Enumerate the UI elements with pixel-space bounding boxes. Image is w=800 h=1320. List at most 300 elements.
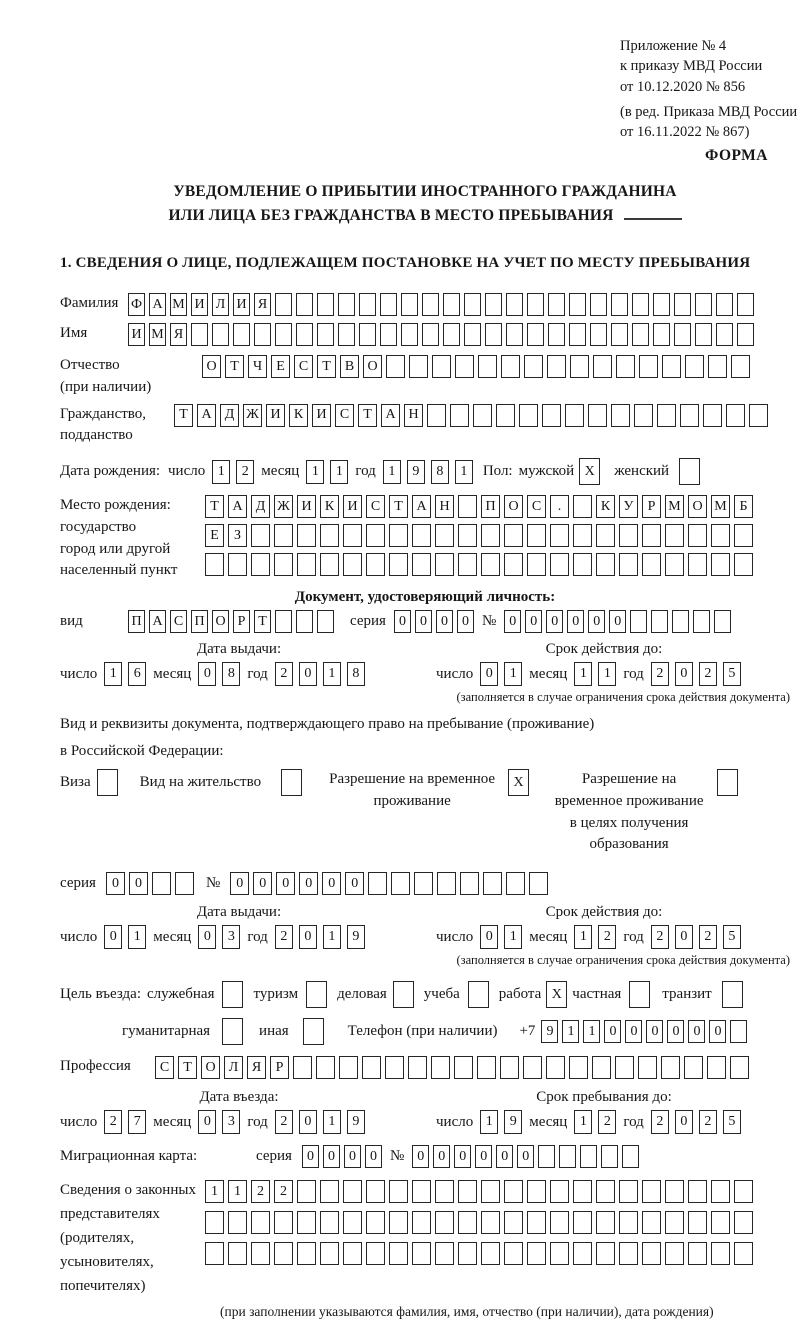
char-box: 0 bbox=[625, 1020, 642, 1043]
char-box bbox=[642, 553, 661, 576]
char-box: Т bbox=[317, 355, 336, 378]
char-box bbox=[437, 872, 456, 895]
char-box bbox=[435, 1242, 454, 1265]
char-box bbox=[665, 524, 684, 547]
char-box bbox=[320, 1242, 339, 1265]
birth-day-cells bbox=[212, 460, 254, 484]
char-box bbox=[550, 1242, 569, 1265]
purpose-option-checkbox bbox=[222, 981, 243, 1008]
temp-permit-label: Разрешение на временное проживание bbox=[329, 771, 496, 809]
issue-month-cells bbox=[198, 925, 240, 949]
char-box: 9 bbox=[407, 460, 425, 484]
char-box: 0 bbox=[525, 610, 542, 633]
migration-card-row bbox=[60, 1145, 790, 1168]
char-box bbox=[359, 293, 376, 316]
char-box: 0 bbox=[276, 872, 295, 895]
char-box: 0 bbox=[433, 1145, 450, 1168]
char-box: Я bbox=[170, 323, 187, 346]
residence-doc-series-label: серия bbox=[60, 874, 96, 891]
char-box: 0 bbox=[129, 872, 148, 895]
char-box: А bbox=[412, 495, 431, 518]
day-label: число bbox=[168, 463, 206, 480]
char-box bbox=[393, 981, 414, 1008]
char-box: 2 bbox=[275, 662, 293, 686]
migration-card-number-label: № bbox=[389, 1147, 405, 1164]
char-box: 0 bbox=[457, 610, 474, 633]
char-box bbox=[212, 323, 229, 346]
char-box: И bbox=[297, 495, 316, 518]
char-box: 8 bbox=[347, 662, 365, 686]
char-box bbox=[458, 524, 477, 547]
char-box bbox=[389, 1180, 408, 1203]
char-box bbox=[601, 1145, 618, 1168]
char-box: 1 bbox=[323, 1110, 341, 1134]
char-box bbox=[506, 323, 523, 346]
char-box bbox=[317, 323, 334, 346]
char-box bbox=[519, 404, 538, 427]
gender-male-label: мужской bbox=[518, 462, 575, 479]
char-box: 2 bbox=[699, 1110, 717, 1134]
char-box bbox=[297, 553, 316, 576]
char-box bbox=[665, 1211, 684, 1234]
char-box: С bbox=[170, 610, 187, 633]
char-box bbox=[731, 355, 750, 378]
representatives-row1 bbox=[205, 1180, 753, 1203]
char-box bbox=[734, 553, 753, 576]
char-box bbox=[481, 524, 500, 547]
identity-doc-valid-date bbox=[436, 662, 790, 686]
valid-year-cells bbox=[651, 662, 741, 686]
char-box: 0 bbox=[104, 925, 122, 949]
char-box bbox=[590, 293, 607, 316]
char-box bbox=[550, 1211, 569, 1234]
birth-year-cells bbox=[383, 460, 473, 484]
char-box: Ж bbox=[243, 404, 262, 427]
char-box: X bbox=[508, 769, 529, 796]
char-box: Д bbox=[251, 495, 270, 518]
stay-until-col bbox=[418, 1089, 790, 1134]
residence-doc-heading-line2: в Российской Федерации: bbox=[60, 743, 224, 760]
char-box bbox=[569, 323, 586, 346]
char-box bbox=[588, 404, 607, 427]
char-box bbox=[343, 553, 362, 576]
purpose-option-checkbox bbox=[722, 981, 743, 1008]
char-box: Т bbox=[174, 404, 193, 427]
valid-caption: Срок действия до: bbox=[545, 641, 663, 658]
char-box: 0 bbox=[412, 1145, 429, 1168]
birth-date-label: Дата рождения: bbox=[60, 462, 161, 479]
char-box bbox=[443, 293, 460, 316]
char-box: 0 bbox=[504, 610, 521, 633]
char-box: 0 bbox=[709, 1020, 726, 1043]
char-box: 1 bbox=[480, 1110, 498, 1134]
char-box bbox=[672, 610, 689, 633]
char-box bbox=[296, 293, 313, 316]
char-box bbox=[222, 981, 243, 1008]
form-title-line1: УВЕДОМЛЕНИЕ О ПРИБЫТИИ ИНОСТРАННОГО ГРАЖДАНИНА bbox=[173, 183, 677, 200]
char-box bbox=[343, 1242, 362, 1265]
char-box bbox=[734, 1211, 753, 1234]
char-box bbox=[275, 293, 292, 316]
char-box bbox=[274, 553, 293, 576]
char-box: 0 bbox=[198, 662, 216, 686]
char-box: 2 bbox=[274, 1180, 293, 1203]
day-label: число bbox=[436, 665, 474, 682]
char-box: 1 bbox=[128, 925, 146, 949]
month-label: месяц bbox=[529, 1113, 568, 1130]
char-box bbox=[674, 293, 691, 316]
char-box: Н bbox=[435, 495, 454, 518]
char-box: 0 bbox=[345, 872, 364, 895]
char-box bbox=[343, 1180, 362, 1203]
char-box bbox=[458, 553, 477, 576]
char-box bbox=[639, 355, 658, 378]
entry-month-cells bbox=[198, 1110, 240, 1134]
char-box: 0 bbox=[299, 662, 317, 686]
char-box bbox=[674, 323, 691, 346]
char-box bbox=[688, 1211, 707, 1234]
char-box: 0 bbox=[253, 872, 272, 895]
valid-note: (заполняется в случае ограничения срока действия документа) bbox=[456, 953, 790, 968]
birth-date-group bbox=[168, 460, 473, 484]
char-box: Т bbox=[389, 495, 408, 518]
temp-permit-option bbox=[328, 769, 529, 813]
char-box: С bbox=[335, 404, 354, 427]
char-box bbox=[737, 293, 754, 316]
char-box: 0 bbox=[496, 1145, 513, 1168]
char-box: 0 bbox=[365, 1145, 382, 1168]
char-box: Р bbox=[642, 495, 661, 518]
char-box: И bbox=[191, 293, 208, 316]
char-box: И bbox=[128, 323, 145, 346]
char-box bbox=[339, 1056, 358, 1079]
identity-doc-dates bbox=[60, 641, 790, 705]
day-label: число bbox=[436, 1113, 474, 1130]
residence-doc-valid-col bbox=[418, 904, 790, 968]
char-box: 0 bbox=[454, 1145, 471, 1168]
char-box bbox=[524, 355, 543, 378]
char-box bbox=[716, 323, 733, 346]
citizenship-cells bbox=[174, 404, 768, 427]
char-box bbox=[527, 1242, 546, 1265]
char-box: 0 bbox=[198, 925, 216, 949]
char-box bbox=[228, 553, 247, 576]
char-box: Р bbox=[270, 1056, 289, 1079]
residence-doc-heading-line1: Вид и реквизиты документа, подтверждающего право на пребывание (проживание) bbox=[60, 716, 595, 733]
char-box bbox=[297, 524, 316, 547]
char-box bbox=[205, 1211, 224, 1234]
char-box bbox=[611, 323, 628, 346]
char-box bbox=[306, 981, 327, 1008]
char-box: 0 bbox=[475, 1145, 492, 1168]
char-box bbox=[726, 404, 745, 427]
char-box bbox=[412, 553, 431, 576]
edu-permit-checkbox bbox=[717, 769, 738, 856]
entry-year-cells bbox=[275, 1110, 365, 1134]
char-box: 0 bbox=[394, 610, 411, 633]
char-box bbox=[593, 355, 612, 378]
char-box: 1 bbox=[104, 662, 122, 686]
char-box: С bbox=[294, 355, 313, 378]
char-box: 0 bbox=[230, 872, 249, 895]
purpose-option-checkbox bbox=[629, 981, 650, 1008]
char-box: П bbox=[191, 610, 208, 633]
char-box bbox=[651, 610, 668, 633]
char-box bbox=[527, 1211, 546, 1234]
char-box bbox=[523, 1056, 542, 1079]
char-box bbox=[638, 1056, 657, 1079]
purpose-option-checkbox bbox=[303, 1018, 324, 1045]
char-box bbox=[590, 323, 607, 346]
form-title-line2: ИЛИ ЛИЦА БЕЗ ГРАЖДАНСТВА В МЕСТО ПРЕБЫВАНИЯ bbox=[60, 204, 790, 228]
char-box bbox=[389, 524, 408, 547]
citizenship-label: Гражданство, подданство bbox=[60, 405, 147, 444]
char-box bbox=[688, 524, 707, 547]
form-label: ФОРМА bbox=[704, 147, 768, 164]
char-box: 2 bbox=[251, 1180, 270, 1203]
char-box bbox=[343, 524, 362, 547]
char-box: С bbox=[366, 495, 385, 518]
char-box bbox=[630, 610, 647, 633]
day-label: число bbox=[60, 928, 98, 945]
purpose-option-label: иная bbox=[259, 1022, 289, 1039]
char-box bbox=[569, 293, 586, 316]
char-box bbox=[468, 981, 489, 1008]
char-box: Т bbox=[178, 1056, 197, 1079]
char-box bbox=[550, 553, 569, 576]
year-label: год bbox=[623, 1113, 644, 1130]
char-box bbox=[483, 872, 502, 895]
char-box bbox=[665, 1242, 684, 1265]
char-box bbox=[296, 610, 313, 633]
char-box: Д bbox=[220, 404, 239, 427]
char-box bbox=[368, 872, 387, 895]
char-box bbox=[730, 1056, 749, 1079]
char-box bbox=[251, 1211, 270, 1234]
purpose-option-label: туризм bbox=[253, 985, 299, 1002]
char-box: Я bbox=[247, 1056, 266, 1079]
birth-date-row bbox=[60, 458, 790, 485]
char-box bbox=[412, 1211, 431, 1234]
char-box bbox=[362, 1056, 381, 1079]
char-box bbox=[548, 323, 565, 346]
char-box bbox=[527, 293, 544, 316]
char-box: О bbox=[202, 355, 221, 378]
purpose-option-label: частная bbox=[572, 985, 622, 1002]
char-box: А bbox=[381, 404, 400, 427]
char-box bbox=[546, 1056, 565, 1079]
char-box: Т bbox=[254, 610, 271, 633]
char-box: А bbox=[197, 404, 216, 427]
char-box bbox=[450, 404, 469, 427]
char-box bbox=[485, 293, 502, 316]
residence-doc-series-row bbox=[60, 872, 790, 895]
char-box bbox=[680, 404, 699, 427]
temp-permit-checkbox bbox=[508, 769, 529, 813]
char-box: О bbox=[201, 1056, 220, 1079]
identity-doc-kind-label: вид bbox=[60, 612, 83, 629]
entry-date-group bbox=[60, 1110, 418, 1134]
char-box: 2 bbox=[699, 662, 717, 686]
purpose-option-checkbox bbox=[546, 981, 567, 1008]
char-box bbox=[711, 524, 730, 547]
char-box bbox=[711, 1242, 730, 1265]
char-box bbox=[316, 1056, 335, 1079]
char-box bbox=[408, 1056, 427, 1079]
char-box bbox=[688, 1180, 707, 1203]
char-box: 5 bbox=[723, 925, 741, 949]
char-box: 1 bbox=[504, 925, 522, 949]
char-box: К bbox=[289, 404, 308, 427]
char-box bbox=[338, 323, 355, 346]
char-box bbox=[642, 1242, 661, 1265]
char-box bbox=[665, 1180, 684, 1203]
entry-date-col bbox=[60, 1089, 418, 1134]
char-box: Л bbox=[224, 1056, 243, 1079]
surname-cells bbox=[128, 293, 754, 316]
amendment-line: от 16.11.2022 № 867) bbox=[620, 124, 750, 141]
char-box: 0 bbox=[688, 1020, 705, 1043]
char-box: 2 bbox=[651, 1110, 669, 1134]
char-box bbox=[653, 293, 670, 316]
char-box bbox=[716, 293, 733, 316]
edu-permit-option bbox=[553, 769, 738, 856]
char-box: 0 bbox=[567, 610, 584, 633]
appendix-line: к приказу МВД России bbox=[620, 58, 763, 75]
residence-doc-issue-col bbox=[60, 904, 418, 968]
char-box bbox=[274, 1242, 293, 1265]
char-box bbox=[481, 1242, 500, 1265]
issue-caption: Дата выдачи: bbox=[196, 904, 282, 921]
appendix-line: Приложение № 4 bbox=[620, 38, 727, 54]
char-box bbox=[422, 293, 439, 316]
char-box bbox=[695, 323, 712, 346]
amendment-line: (в ред. Приказа МВД России bbox=[620, 103, 798, 120]
char-box bbox=[504, 524, 523, 547]
char-box bbox=[481, 1211, 500, 1234]
char-box bbox=[504, 1242, 523, 1265]
valid-month-cells bbox=[574, 662, 616, 686]
migration-card-number-cells bbox=[412, 1145, 639, 1168]
char-box bbox=[228, 1242, 247, 1265]
char-box bbox=[616, 355, 635, 378]
char-box bbox=[565, 404, 584, 427]
char-box: 3 bbox=[222, 1110, 240, 1134]
identity-doc-issue-date bbox=[60, 662, 418, 686]
char-box bbox=[366, 553, 385, 576]
char-box bbox=[359, 323, 376, 346]
char-box bbox=[573, 553, 592, 576]
char-box bbox=[481, 553, 500, 576]
char-box: Т bbox=[225, 355, 244, 378]
edu-permit-label: Разрешение на временное проживание в целях получения образования bbox=[554, 771, 704, 853]
phone-prefix: +7 bbox=[519, 1022, 536, 1039]
char-box: 1 bbox=[228, 1180, 247, 1203]
char-box bbox=[389, 553, 408, 576]
char-box: 1 bbox=[205, 1180, 224, 1203]
char-box bbox=[542, 404, 561, 427]
stay-until-group bbox=[436, 1110, 790, 1134]
month-label: месяц bbox=[529, 928, 568, 945]
char-box bbox=[366, 524, 385, 547]
char-box bbox=[320, 1180, 339, 1203]
char-box bbox=[251, 1242, 270, 1265]
char-box bbox=[275, 323, 292, 346]
char-box bbox=[737, 323, 754, 346]
char-box bbox=[550, 524, 569, 547]
char-box bbox=[695, 293, 712, 316]
char-box: 2 bbox=[275, 1110, 293, 1134]
char-box bbox=[320, 553, 339, 576]
char-box bbox=[711, 553, 730, 576]
char-box bbox=[661, 1056, 680, 1079]
char-box: И bbox=[233, 293, 250, 316]
char-box bbox=[477, 1056, 496, 1079]
char-box bbox=[506, 293, 523, 316]
char-box: 0 bbox=[675, 925, 693, 949]
char-box bbox=[391, 872, 410, 895]
char-box: М bbox=[665, 495, 684, 518]
char-box bbox=[496, 404, 515, 427]
birth-place-label: Место рождения: государство город или другой населенный пункт bbox=[60, 497, 178, 579]
residence-doc-series-cells bbox=[106, 872, 194, 895]
char-box: X bbox=[546, 981, 567, 1008]
char-box: Ж bbox=[274, 495, 293, 518]
char-box: 0 bbox=[302, 1145, 319, 1168]
entry-purpose-row bbox=[60, 981, 790, 1008]
char-box: О bbox=[363, 355, 382, 378]
char-box bbox=[97, 769, 118, 796]
char-box: 2 bbox=[598, 1110, 616, 1134]
visa-label: Виза bbox=[60, 774, 91, 791]
char-box: 3 bbox=[222, 925, 240, 949]
char-box bbox=[573, 1211, 592, 1234]
char-box bbox=[657, 404, 676, 427]
purpose-option-checkbox bbox=[393, 981, 414, 1008]
char-box: Ч bbox=[248, 355, 267, 378]
char-box bbox=[458, 1180, 477, 1203]
purpose-option-checkbox bbox=[222, 1018, 243, 1045]
form-content bbox=[60, 180, 790, 1320]
entry-purpose-label: Цель въезда: bbox=[60, 985, 141, 1002]
char-box: 2 bbox=[651, 925, 669, 949]
gender-male-checkbox bbox=[579, 458, 600, 485]
representatives-label: Сведения о законных представителях (родителях, усыновителях, попечителях) bbox=[60, 1182, 196, 1295]
blank-underline bbox=[624, 206, 682, 220]
valid-caption: Срок действия до: bbox=[545, 904, 663, 921]
char-box bbox=[458, 1211, 477, 1234]
char-box: 1 bbox=[323, 925, 341, 949]
char-box: 0 bbox=[675, 1110, 693, 1134]
char-box: О bbox=[504, 495, 523, 518]
day-label: число bbox=[60, 665, 98, 682]
char-box: 2 bbox=[236, 460, 254, 484]
char-box bbox=[175, 872, 194, 895]
char-box: Ф bbox=[128, 293, 145, 316]
char-box: Л bbox=[212, 293, 229, 316]
char-box bbox=[401, 293, 418, 316]
char-box bbox=[714, 610, 731, 633]
year-label: год bbox=[623, 928, 644, 945]
day-label: число bbox=[436, 928, 474, 945]
char-box bbox=[303, 1018, 324, 1045]
char-box bbox=[443, 323, 460, 346]
purpose-option-label: гуманитарная bbox=[122, 1022, 211, 1039]
char-box: 1 bbox=[574, 1110, 592, 1134]
entry-day-cells bbox=[104, 1110, 146, 1134]
gender-female-label: женский bbox=[614, 462, 670, 479]
char-box bbox=[622, 1145, 639, 1168]
